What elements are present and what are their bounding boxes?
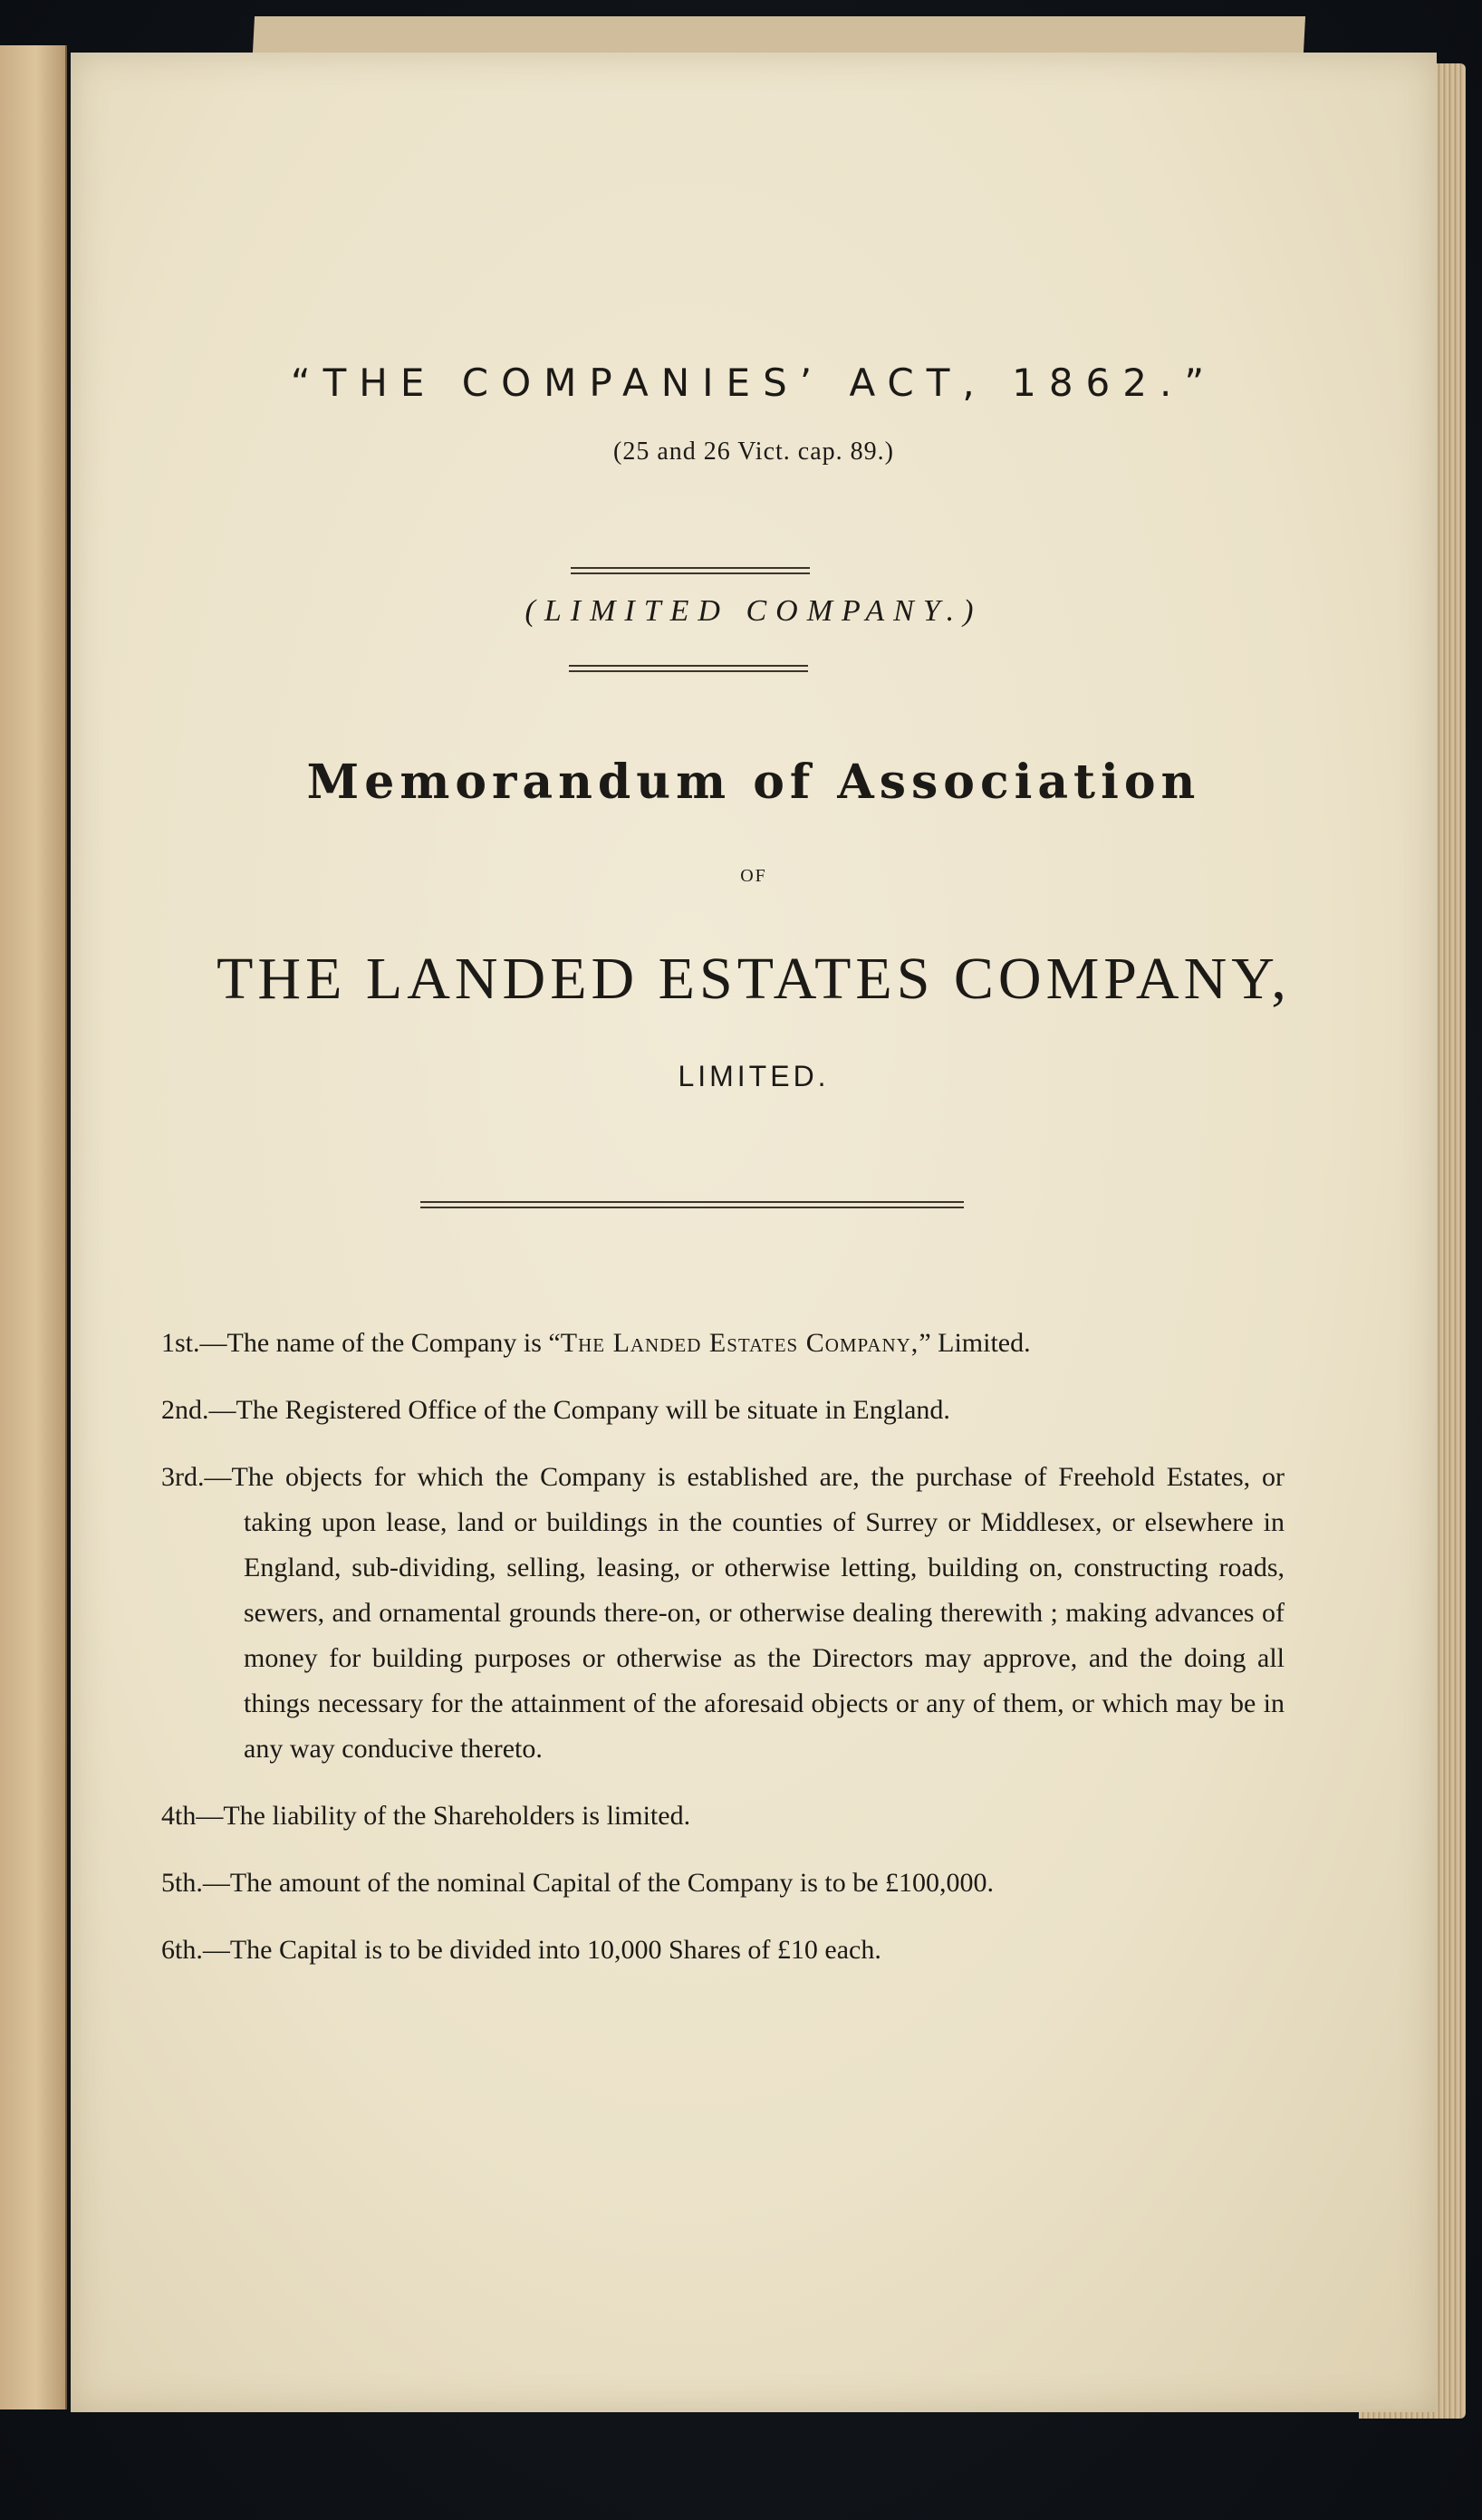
company-name-smallcaps: The Landed Estates Company, (560, 1328, 919, 1358)
clause-number: 1st. (161, 1328, 200, 1358)
clause-4 (161, 1794, 1285, 1839)
company-name: THE LANDED ESTATES COMPANY, (217, 946, 1291, 1012)
limited-label: LIMITED. (678, 1060, 830, 1092)
clause-text: —The amount of the nominal Capital of the Company is to be £100,000. (202, 1868, 995, 1898)
double-rule-bottom (420, 1201, 964, 1208)
limited-company-heading: (LIMITED COMPANY.) (524, 594, 983, 628)
facing-page-edge (0, 45, 67, 2409)
clause-2 (161, 1388, 1285, 1433)
clause-text: —The Registered Office of the Company will be situate in England. (208, 1395, 950, 1425)
top-page-edge (253, 16, 1305, 53)
clause-text: —The objects for which the Company is established are, the purchase of Freehold Estates, or taking upon lease, land or buildings in the counties of Surrey or Middlesex, or elsewhere in England, sub-dividing, selling, leasing, or otherwise letting, building on, constructing roads, sewers, and ornamental grounds there-on, or otherwise dealing therewith ; making advances of money for building purposes or otherwise as the Directors may approve, and the doing all things necessary for the attainment of the aforesaid objects or any of them, or which may be in any way conducive thereto. (204, 1462, 1285, 1764)
clause-text: —The liability of the Shareholders is limited. (196, 1801, 691, 1831)
clause-6 (161, 1928, 1285, 1973)
clause-number: 6th. (161, 1935, 203, 1965)
clause-5 (161, 1861, 1285, 1906)
clause-3 (161, 1455, 1285, 1772)
clause-list (161, 1321, 1285, 1995)
clause-text: —The Capital is to be divided into 10,000 Shares of £10 each. (202, 1935, 881, 1965)
double-rule-top (571, 567, 810, 574)
of-label: OF (740, 866, 767, 886)
document-page (71, 53, 1437, 2412)
clause-text: —The name of the Company is “ (199, 1328, 561, 1358)
clause-number: 4th (161, 1801, 197, 1831)
act-subtitle: (25 and 26 Vict. cap. 89.) (613, 438, 894, 466)
clause-1 (161, 1321, 1285, 1366)
act-title: “THE COMPANIES’ ACT, 1862.” (290, 361, 1217, 405)
clause-number: 3rd. (161, 1462, 205, 1492)
memorandum-title: Memorandum of Association (306, 755, 1201, 810)
double-rule-middle (569, 665, 808, 672)
clause-number: 5th. (161, 1868, 203, 1898)
clause-number: 2nd. (161, 1395, 209, 1425)
clause-text-end: ” Limited. (919, 1328, 1031, 1358)
